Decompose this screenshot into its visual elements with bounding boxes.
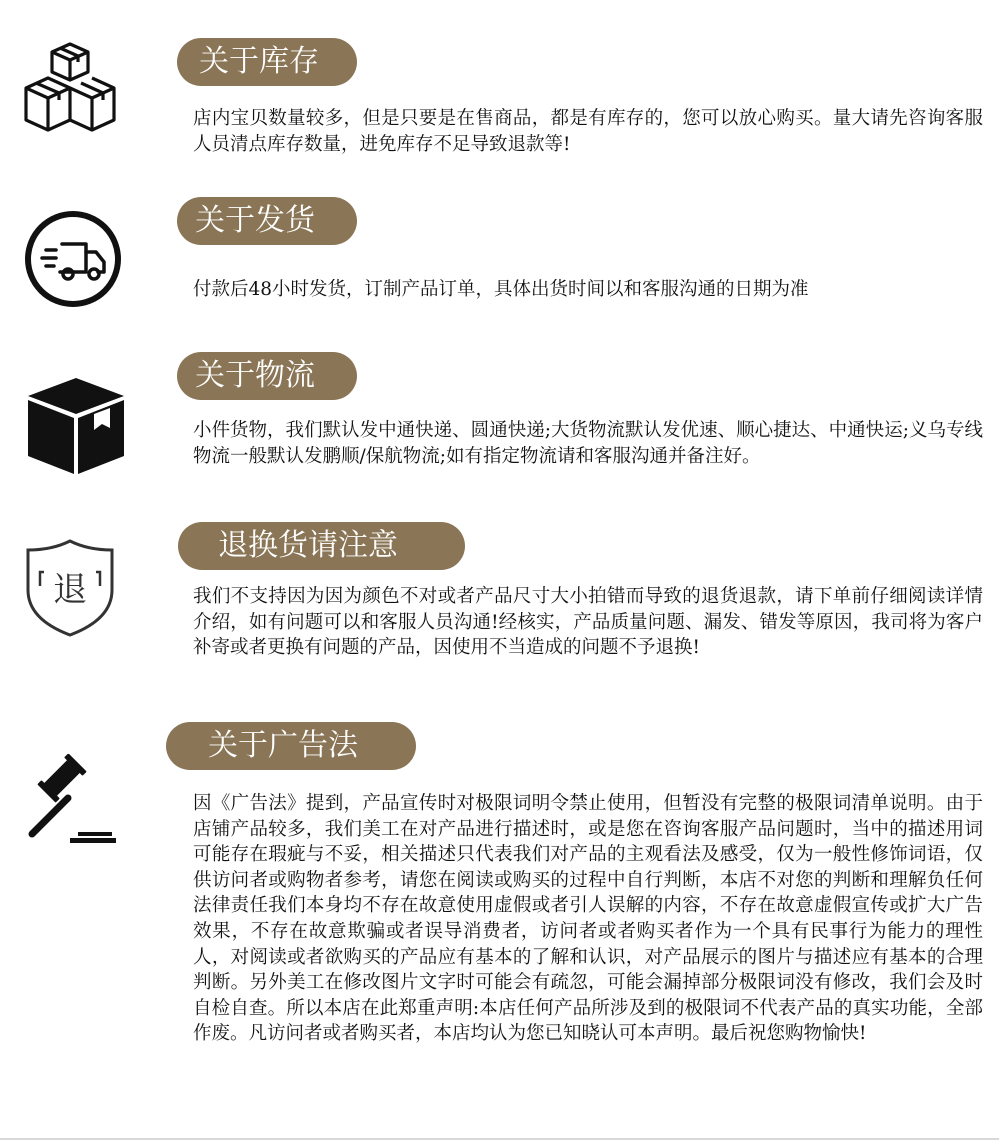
return-shield-icon bbox=[24, 538, 116, 638]
bottom-divider bbox=[0, 1138, 999, 1140]
gavel-icon bbox=[24, 754, 120, 846]
section-title-pill bbox=[177, 352, 357, 400]
delivery-truck-icon bbox=[24, 210, 122, 308]
section-title-pill bbox=[177, 197, 357, 245]
section-title: 关于广告法 bbox=[208, 728, 358, 763]
boxes-stack-icon bbox=[24, 40, 116, 132]
section-title: 关于发货 bbox=[195, 203, 315, 238]
section-body: 我们不支持因为因为颜色不对或者产品尺寸大小拍错而导致的退货退款，请下单前仔细阅读详情介绍，如有问题可以和客服人员沟通!经核实，产品质量问题、漏发、错发等原因，我司将为客户补寄或者更换有问题的产品，因使用不当造成的问题不予退换! bbox=[193, 586, 983, 659]
section-title-pill bbox=[178, 522, 465, 570]
return-icon-char: 退 bbox=[53, 570, 87, 610]
section-body: 店内宝贝数量较多，但是只要是在售商品，都是有库存的，您可以放心购买。量大请先咨询客服人员清点库存数量，进免库存不足导致退款等! bbox=[193, 108, 983, 155]
section-body: 因《广告法》提到，产品宣传时对极限词明令禁止使用，但暂没有完整的极限词清单说明。由于店铺产品较多，我们美工在对产品进行描述时，或是您在咨询客服产品问题时，当中的描述用词可能存在瑕疵与不妥，相关描述只代表我们对产品的主观看法及感受，仅为一般性修饰词语，仅供访问者或购物者参考，请您在阅读或购买的过程中自行判断，本店不对您的判断和理解负任何法律责任我们本身均不存在故意使用虚假或者引人误解的内容，不存在故意虚假宣传或扩大广告效果，不存在故意欺骗或者误导消费者，访问者或者购买者作为一个具有民事行为能力的理性人，对阅读或者欲购买的产品应有基本的了解和认识，对产品展示的图片与描述应有基本的合理判断。另外美工在修改图片文字时可能会有疏忽，可能会漏掉部分极限词没有修改，我们会及时自检自查。所以本店在此郑重声明:本店任何产品所涉及到的极限词不代表产品的真实功能，全部作废。凡访问者或者购买者，本店均认为您已知晓认可本声明。最后祝您购物愉快! bbox=[193, 793, 983, 1045]
package-box-icon bbox=[24, 374, 128, 478]
section-title: 关于物流 bbox=[195, 358, 315, 393]
section-title: 退换货请注意 bbox=[218, 528, 398, 563]
section-body: 付款后48小时发货，订制产品订单，具体出货时间以和客服沟通的日期为准 bbox=[193, 279, 809, 300]
section-title-pill bbox=[166, 722, 416, 770]
section-body: 小件货物，我们默认发中通快递、圆通快递;大货物流默认发优速、顺心捷达、中通快运;义乌专线物流一般默认发鹏顺/保航物流;如有指定物流请和客服沟通并备注好。 bbox=[193, 420, 983, 467]
section-title-pill bbox=[177, 38, 357, 86]
section-title: 关于库存 bbox=[199, 44, 319, 79]
